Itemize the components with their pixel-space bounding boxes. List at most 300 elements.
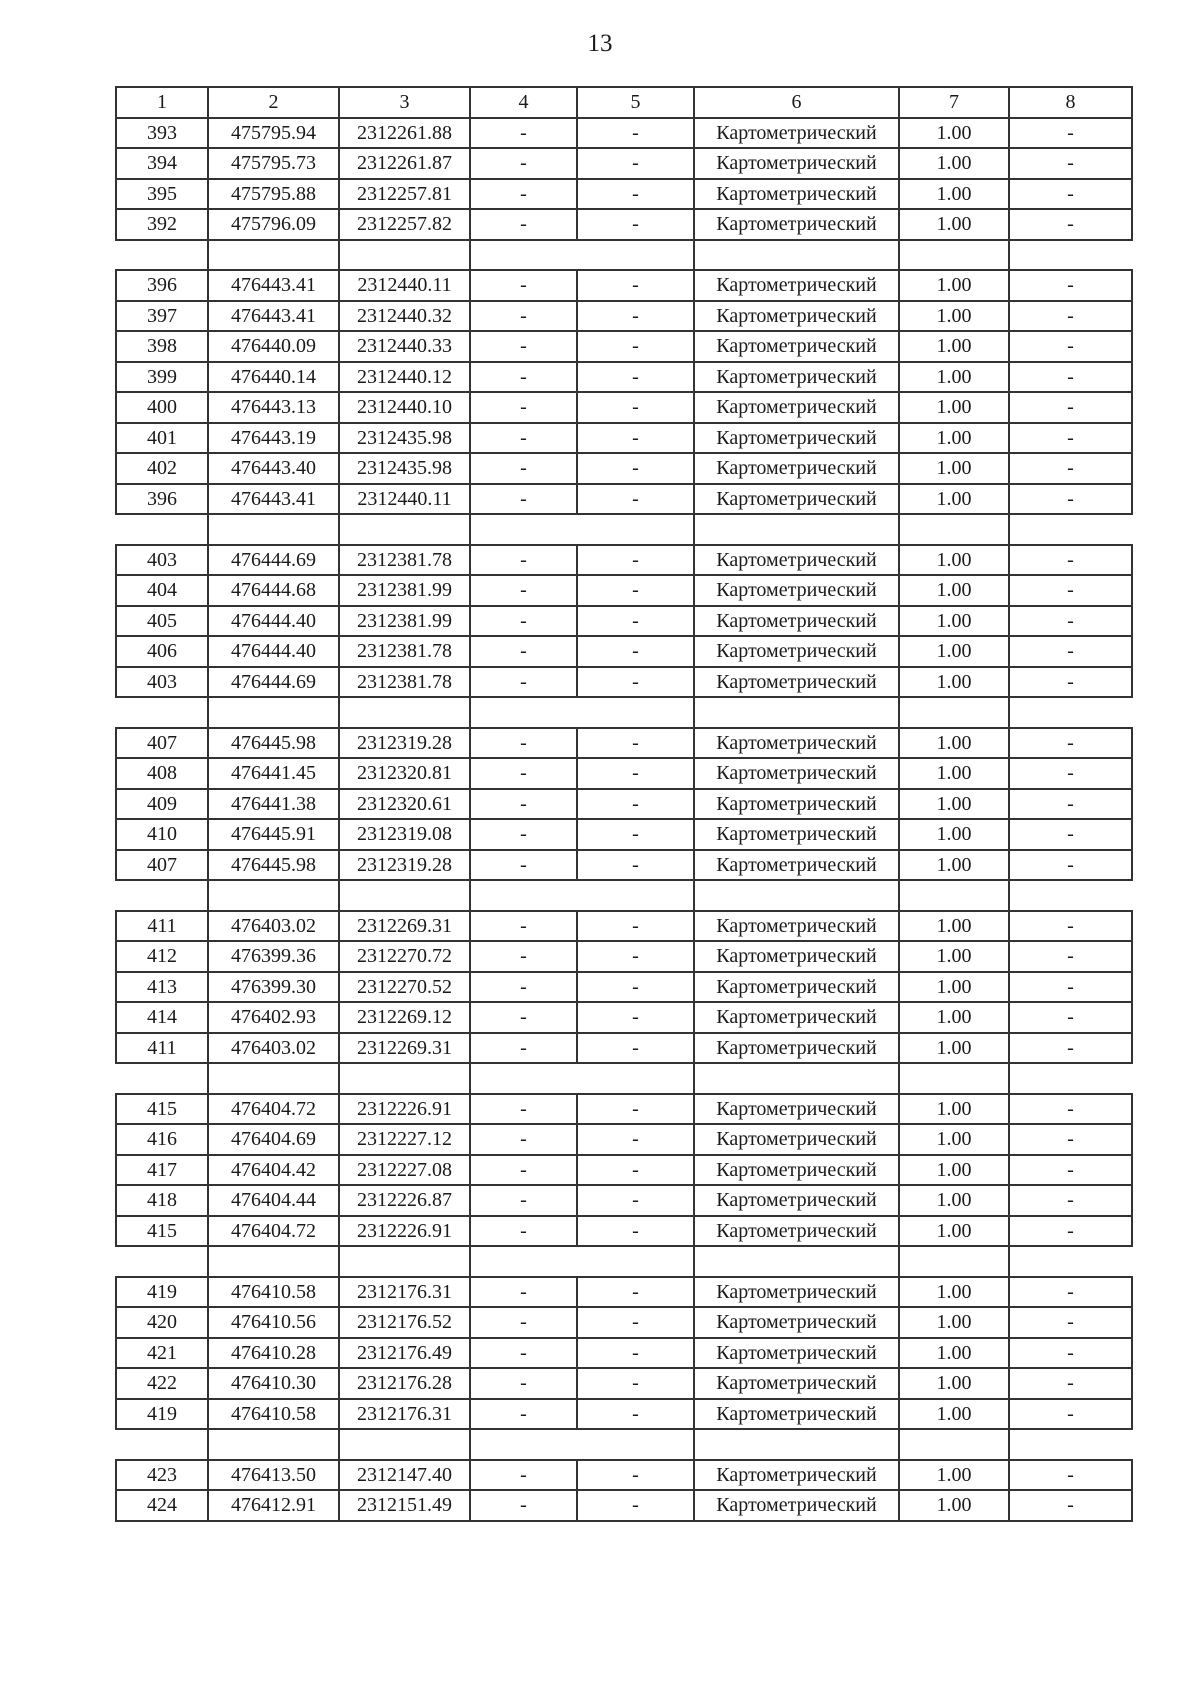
table-cell: - <box>470 789 577 820</box>
table-cell: 1.00 <box>899 1094 1009 1125</box>
table-body <box>116 118 1132 1521</box>
table-cell: Картометрический <box>694 1033 899 1064</box>
table-cell: - <box>1009 667 1132 698</box>
table-cell: - <box>577 1338 694 1369</box>
table-cell: 1.00 <box>899 362 1009 393</box>
table-cell: - <box>1009 1185 1132 1216</box>
table-row <box>116 118 1132 149</box>
table-cell: - <box>1009 331 1132 362</box>
empty-cell <box>470 697 577 728</box>
table-row <box>116 972 1132 1003</box>
table-cell: - <box>470 1185 577 1216</box>
table-cell: - <box>577 270 694 301</box>
table-cell: - <box>470 1002 577 1033</box>
table-cell: - <box>577 911 694 942</box>
table-cell: 410 <box>116 819 208 850</box>
column-header: 4 <box>470 87 577 118</box>
table-row <box>116 331 1132 362</box>
table-cell: - <box>1009 1155 1132 1186</box>
empty-cell <box>208 1429 339 1460</box>
table-cell: - <box>577 545 694 576</box>
table-cell: - <box>1009 148 1132 179</box>
table-cell: - <box>1009 453 1132 484</box>
table-cell: - <box>1009 484 1132 515</box>
table-cell: 476443.41 <box>208 301 339 332</box>
table-cell: 413 <box>116 972 208 1003</box>
empty-cell <box>694 880 899 911</box>
table-row <box>116 392 1132 423</box>
table-cell: 476444.69 <box>208 667 339 698</box>
empty-cell <box>470 1063 577 1094</box>
table-cell: - <box>577 1185 694 1216</box>
table-cell: 476410.30 <box>208 1368 339 1399</box>
table-cell: 401 <box>116 423 208 454</box>
table-cell: 1.00 <box>899 819 1009 850</box>
table-cell: 476443.40 <box>208 453 339 484</box>
table-cell: Картометрический <box>694 1490 899 1521</box>
empty-cell <box>116 1063 208 1094</box>
table-cell: Картометрический <box>694 1460 899 1491</box>
table-cell: 2312440.12 <box>339 362 470 393</box>
table-cell: Картометрический <box>694 179 899 210</box>
table-cell: - <box>470 362 577 393</box>
table-cell: - <box>470 423 577 454</box>
empty-cell <box>339 1246 470 1277</box>
table-cell: 2312440.33 <box>339 331 470 362</box>
empty-cell <box>208 880 339 911</box>
empty-cell <box>1009 240 1132 271</box>
table-cell: - <box>577 1033 694 1064</box>
table-cell: 1.00 <box>899 1002 1009 1033</box>
table-cell: 1.00 <box>899 1033 1009 1064</box>
table-cell: 1.00 <box>899 1216 1009 1247</box>
table-cell: Картометрический <box>694 1399 899 1430</box>
table-cell: 476445.98 <box>208 728 339 759</box>
table-cell: - <box>1009 636 1132 667</box>
table-cell: - <box>470 1277 577 1308</box>
empty-cell <box>339 240 470 271</box>
empty-cell <box>470 880 577 911</box>
table-row <box>116 941 1132 972</box>
table-cell: - <box>1009 972 1132 1003</box>
table-cell: 2312269.31 <box>339 1033 470 1064</box>
table-cell: - <box>1009 392 1132 423</box>
empty-cell <box>577 240 694 271</box>
empty-cell <box>899 240 1009 271</box>
table-cell: 476444.69 <box>208 545 339 576</box>
table-cell: Картометрический <box>694 636 899 667</box>
table-cell: 476399.36 <box>208 941 339 972</box>
table-cell: - <box>470 453 577 484</box>
separator-row <box>116 514 1132 545</box>
table-cell: Картометрический <box>694 118 899 149</box>
table-cell: 393 <box>116 118 208 149</box>
table-cell: Картометрический <box>694 362 899 393</box>
table-cell: 2312435.98 <box>339 423 470 454</box>
table-cell: - <box>1009 819 1132 850</box>
table-cell: Картометрический <box>694 758 899 789</box>
table-cell: - <box>1009 1124 1132 1155</box>
table-cell: - <box>470 1460 577 1491</box>
table-cell: - <box>470 1338 577 1369</box>
empty-cell <box>899 1246 1009 1277</box>
table-cell: Картометрический <box>694 1155 899 1186</box>
table-cell: 476441.38 <box>208 789 339 820</box>
table-cell: 396 <box>116 484 208 515</box>
table-cell: - <box>577 606 694 637</box>
table-cell: - <box>1009 789 1132 820</box>
table-row <box>116 1460 1132 1491</box>
table-cell: 416 <box>116 1124 208 1155</box>
table-cell: - <box>470 1033 577 1064</box>
coordinates-table <box>115 86 1133 1522</box>
table-cell: 476443.41 <box>208 484 339 515</box>
empty-cell <box>577 1063 694 1094</box>
table-cell: 476444.68 <box>208 575 339 606</box>
table-cell: 2312176.31 <box>339 1399 470 1430</box>
table-row <box>116 575 1132 606</box>
table-cell: - <box>577 362 694 393</box>
table-cell: 476445.98 <box>208 850 339 881</box>
table-cell: 2312176.31 <box>339 1277 470 1308</box>
table-cell: - <box>577 1277 694 1308</box>
table-cell: - <box>470 1216 577 1247</box>
table-cell: 2312227.08 <box>339 1155 470 1186</box>
table-cell: - <box>470 392 577 423</box>
table-row <box>116 1490 1132 1521</box>
table-cell: 407 <box>116 850 208 881</box>
table-cell: Картометрический <box>694 484 899 515</box>
table-cell: 411 <box>116 911 208 942</box>
table-cell: 2312226.87 <box>339 1185 470 1216</box>
table-cell: 419 <box>116 1399 208 1430</box>
empty-cell <box>116 514 208 545</box>
table-cell: - <box>1009 301 1132 332</box>
table-cell: - <box>470 575 577 606</box>
table-cell: - <box>1009 1094 1132 1125</box>
table-cell: - <box>470 1155 577 1186</box>
table-cell: Картометрический <box>694 1368 899 1399</box>
table-row <box>116 1185 1132 1216</box>
table-row <box>116 636 1132 667</box>
table-cell: - <box>1009 575 1132 606</box>
table-cell: 476402.93 <box>208 1002 339 1033</box>
table-cell: 414 <box>116 1002 208 1033</box>
empty-cell <box>694 1246 899 1277</box>
table-cell: 422 <box>116 1368 208 1399</box>
table-cell: - <box>1009 362 1132 393</box>
table-cell: 397 <box>116 301 208 332</box>
table-cell: - <box>577 423 694 454</box>
table-cell: 2312440.32 <box>339 301 470 332</box>
table-cell: - <box>470 179 577 210</box>
table-cell: 2312319.08 <box>339 819 470 850</box>
table-cell: 476410.56 <box>208 1307 339 1338</box>
table-cell: - <box>577 1216 694 1247</box>
table-cell: - <box>1009 118 1132 149</box>
table-cell: - <box>1009 270 1132 301</box>
empty-cell <box>1009 880 1132 911</box>
table-cell: 476445.91 <box>208 819 339 850</box>
table-cell: 1.00 <box>899 148 1009 179</box>
table-cell: - <box>577 636 694 667</box>
table-cell: - <box>470 1307 577 1338</box>
table-row <box>116 850 1132 881</box>
table-row <box>116 1033 1132 1064</box>
table-cell: - <box>470 301 577 332</box>
empty-cell <box>577 697 694 728</box>
table-cell: Картометрический <box>694 270 899 301</box>
table-cell: - <box>577 209 694 240</box>
table-cell: 2312269.31 <box>339 911 470 942</box>
table-cell: - <box>577 392 694 423</box>
table-cell: 404 <box>116 575 208 606</box>
table-cell: - <box>577 1124 694 1155</box>
table-cell: 1.00 <box>899 1399 1009 1430</box>
table-cell: 475795.73 <box>208 148 339 179</box>
table-cell: - <box>470 209 577 240</box>
table-cell: 1.00 <box>899 1368 1009 1399</box>
table-cell: - <box>1009 850 1132 881</box>
table-cell: 421 <box>116 1338 208 1369</box>
separator-row <box>116 240 1132 271</box>
table-cell: 2312381.99 <box>339 606 470 637</box>
table-cell: - <box>1009 1368 1132 1399</box>
table-cell: - <box>577 1307 694 1338</box>
column-header: 5 <box>577 87 694 118</box>
table-cell: 475795.94 <box>208 118 339 149</box>
table-cell: 1.00 <box>899 118 1009 149</box>
table-cell: - <box>577 1094 694 1125</box>
table-row <box>116 606 1132 637</box>
empty-cell <box>470 1429 577 1460</box>
empty-cell <box>899 880 1009 911</box>
table-cell: 476444.40 <box>208 606 339 637</box>
table-cell: 1.00 <box>899 972 1009 1003</box>
table-cell: 1.00 <box>899 392 1009 423</box>
empty-cell <box>116 1246 208 1277</box>
table-cell: Картометрический <box>694 331 899 362</box>
table-row <box>116 789 1132 820</box>
empty-cell <box>694 697 899 728</box>
empty-cell <box>694 1063 899 1094</box>
table-cell: 2312319.28 <box>339 850 470 881</box>
table-cell: 415 <box>116 1094 208 1125</box>
table-cell: - <box>1009 1002 1132 1033</box>
table-cell: 2312151.49 <box>339 1490 470 1521</box>
table-cell: Картометрический <box>694 1307 899 1338</box>
table-cell: 1.00 <box>899 636 1009 667</box>
table-cell: Картометрический <box>694 911 899 942</box>
table-cell: 2312257.82 <box>339 209 470 240</box>
table-cell: - <box>470 911 577 942</box>
table-cell: 411 <box>116 1033 208 1064</box>
table-cell: - <box>470 1490 577 1521</box>
table-cell: - <box>577 972 694 1003</box>
table-cell: - <box>470 606 577 637</box>
table-cell: 476403.02 <box>208 1033 339 1064</box>
table-cell: - <box>577 1460 694 1491</box>
table-cell: Картометрический <box>694 1002 899 1033</box>
table-cell: 1.00 <box>899 911 1009 942</box>
table-cell: - <box>577 789 694 820</box>
table-cell: - <box>577 1399 694 1430</box>
table-cell: - <box>470 484 577 515</box>
table-cell: 2312257.81 <box>339 179 470 210</box>
table-cell: 2312176.49 <box>339 1338 470 1369</box>
table-cell: 2312147.40 <box>339 1460 470 1491</box>
empty-cell <box>470 1246 577 1277</box>
empty-cell <box>339 514 470 545</box>
table-cell: 476404.42 <box>208 1155 339 1186</box>
column-header: 2 <box>208 87 339 118</box>
table-cell: - <box>470 1094 577 1125</box>
table-cell: 1.00 <box>899 758 1009 789</box>
table-cell: 476413.50 <box>208 1460 339 1491</box>
table-row <box>116 1277 1132 1308</box>
table-cell: 395 <box>116 179 208 210</box>
table-row <box>116 667 1132 698</box>
table-cell: 418 <box>116 1185 208 1216</box>
table-cell: - <box>577 575 694 606</box>
table-row <box>116 362 1132 393</box>
table-cell: 2312269.12 <box>339 1002 470 1033</box>
empty-cell <box>694 1429 899 1460</box>
empty-cell <box>208 1246 339 1277</box>
table-cell: Картометрический <box>694 972 899 1003</box>
table-cell: 476443.41 <box>208 270 339 301</box>
table-cell: - <box>1009 1216 1132 1247</box>
table-cell: Картометрический <box>694 453 899 484</box>
empty-cell <box>470 240 577 271</box>
table-cell: 2312270.52 <box>339 972 470 1003</box>
table-cell: 403 <box>116 667 208 698</box>
table-row <box>116 453 1132 484</box>
table-cell: Картометрический <box>694 667 899 698</box>
column-header: 3 <box>339 87 470 118</box>
table-cell: 476410.28 <box>208 1338 339 1369</box>
table-cell: 423 <box>116 1460 208 1491</box>
table-cell: 1.00 <box>899 789 1009 820</box>
table-cell: 475796.09 <box>208 209 339 240</box>
table-cell: 394 <box>116 148 208 179</box>
table-cell: - <box>577 819 694 850</box>
table-cell: 424 <box>116 1490 208 1521</box>
empty-cell <box>116 240 208 271</box>
table-cell: Картометрический <box>694 1094 899 1125</box>
table-cell: 412 <box>116 941 208 972</box>
table-cell: - <box>577 1002 694 1033</box>
column-header: 6 <box>694 87 899 118</box>
empty-cell <box>116 880 208 911</box>
table-row <box>116 423 1132 454</box>
table-cell: Картометрический <box>694 1216 899 1247</box>
table-row <box>116 484 1132 515</box>
table-row <box>116 1368 1132 1399</box>
table-cell: 476404.44 <box>208 1185 339 1216</box>
table-cell: - <box>470 331 577 362</box>
empty-cell <box>577 880 694 911</box>
table-cell: - <box>577 484 694 515</box>
table-cell: - <box>1009 209 1132 240</box>
empty-cell <box>1009 1429 1132 1460</box>
table-cell: 2312176.28 <box>339 1368 470 1399</box>
table-cell: 392 <box>116 209 208 240</box>
table-cell: 1.00 <box>899 1185 1009 1216</box>
table-row <box>116 1124 1132 1155</box>
table-cell: 1.00 <box>899 1460 1009 1491</box>
table-cell: 396 <box>116 270 208 301</box>
empty-cell <box>208 1063 339 1094</box>
table-cell: 420 <box>116 1307 208 1338</box>
table-cell: - <box>1009 728 1132 759</box>
table-cell: 2312320.81 <box>339 758 470 789</box>
table-cell: 407 <box>116 728 208 759</box>
table-cell: - <box>1009 1307 1132 1338</box>
table-cell: - <box>1009 1338 1132 1369</box>
table-cell: - <box>470 270 577 301</box>
empty-cell <box>116 1429 208 1460</box>
table-cell: 2312227.12 <box>339 1124 470 1155</box>
table-cell: 476404.69 <box>208 1124 339 1155</box>
table-cell: Картометрический <box>694 1185 899 1216</box>
table-cell: - <box>470 1368 577 1399</box>
empty-cell <box>899 514 1009 545</box>
table-cell: 1.00 <box>899 423 1009 454</box>
table-row <box>116 209 1132 240</box>
table-cell: - <box>470 148 577 179</box>
empty-cell <box>694 240 899 271</box>
table-cell: Картометрический <box>694 148 899 179</box>
table-cell: 1.00 <box>899 1124 1009 1155</box>
table-cell: 1.00 <box>899 1490 1009 1521</box>
table-cell: 399 <box>116 362 208 393</box>
table-cell: - <box>1009 1460 1132 1491</box>
table-cell: Картометрический <box>694 209 899 240</box>
table-cell: 2312435.98 <box>339 453 470 484</box>
table-row <box>116 758 1132 789</box>
table-cell: - <box>577 758 694 789</box>
table-cell: 476443.19 <box>208 423 339 454</box>
table-cell: - <box>577 301 694 332</box>
table-cell: - <box>1009 911 1132 942</box>
table-cell: - <box>1009 1277 1132 1308</box>
table-cell: 2312319.28 <box>339 728 470 759</box>
table-cell: 405 <box>116 606 208 637</box>
table-cell: 1.00 <box>899 850 1009 881</box>
table-row <box>116 728 1132 759</box>
table-cell: - <box>577 667 694 698</box>
table-cell: Картометрический <box>694 575 899 606</box>
table-row <box>116 1399 1132 1430</box>
empty-cell <box>899 697 1009 728</box>
table-cell: - <box>577 1368 694 1399</box>
table-cell: 1.00 <box>899 1307 1009 1338</box>
table-cell: 415 <box>116 1216 208 1247</box>
table-cell: 1.00 <box>899 606 1009 637</box>
table-cell: - <box>470 728 577 759</box>
table-cell: - <box>577 1490 694 1521</box>
table-cell: - <box>577 179 694 210</box>
table-cell: 476440.09 <box>208 331 339 362</box>
table-cell: Картометрический <box>694 301 899 332</box>
table-cell: 1.00 <box>899 667 1009 698</box>
table-cell: 476443.13 <box>208 392 339 423</box>
column-header: 8 <box>1009 87 1132 118</box>
table-cell: - <box>577 453 694 484</box>
table-cell: Картометрический <box>694 606 899 637</box>
table-cell: 476404.72 <box>208 1094 339 1125</box>
